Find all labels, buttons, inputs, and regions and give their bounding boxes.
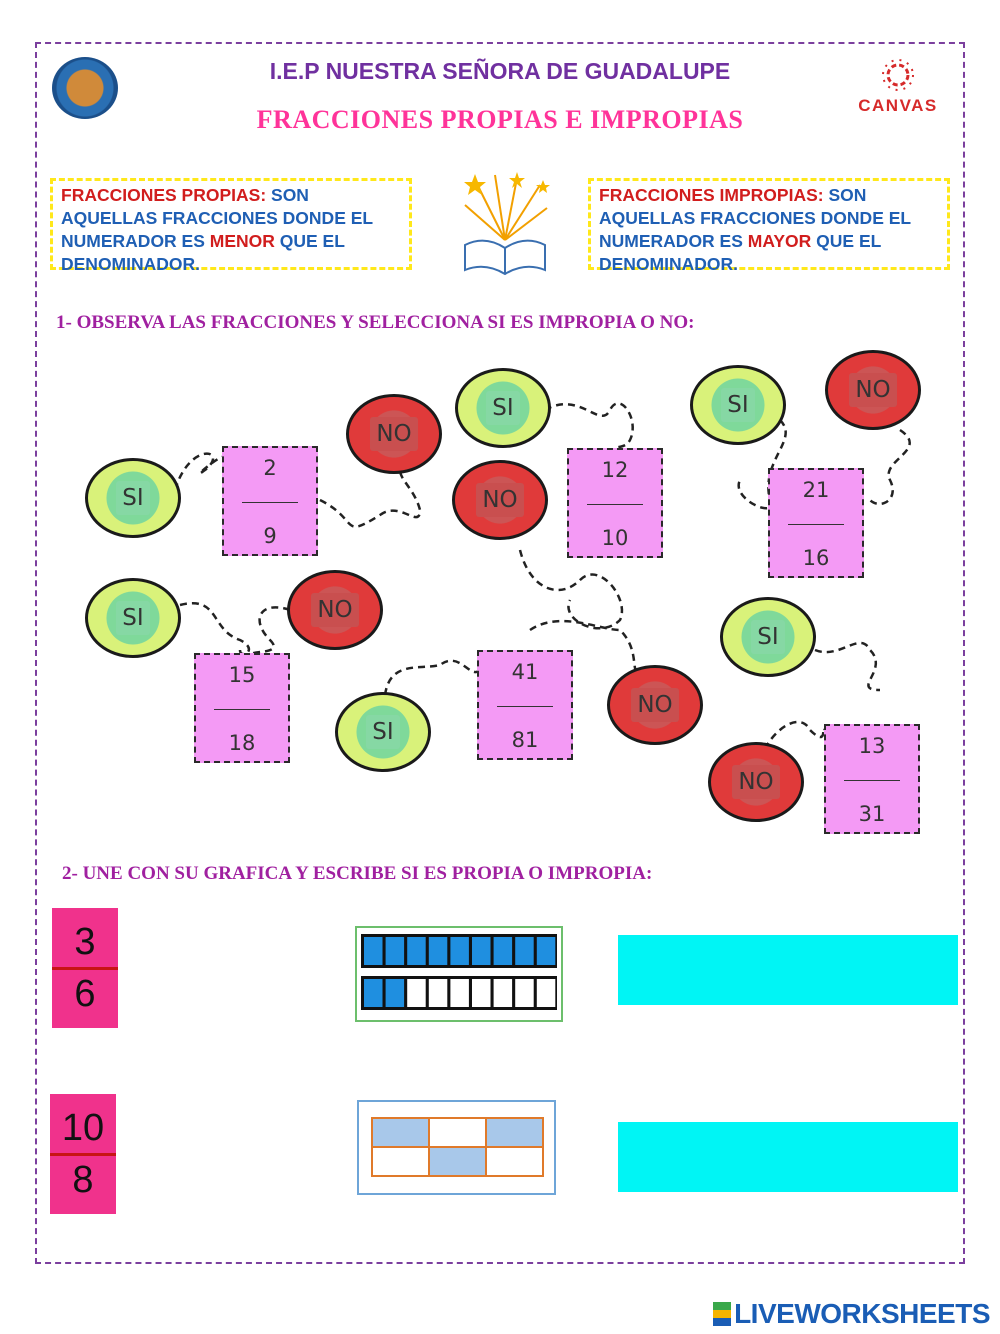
fraction-card [567, 448, 663, 558]
no-label: NO [311, 593, 358, 627]
numerator: 21 [802, 478, 830, 502]
si-option[interactable] [335, 692, 431, 772]
bar-cell [472, 937, 491, 965]
bar-cell [494, 979, 512, 1007]
fraction-bar [788, 524, 844, 525]
si-label: SI [721, 388, 754, 422]
numerator: 3 [74, 920, 96, 963]
numerator: 15 [228, 663, 256, 687]
definition-keyword: MAYOR [747, 231, 812, 251]
definition-text: QUE EL DENOMINADOR. [599, 231, 882, 274]
denominator: 10 [601, 526, 629, 550]
denominator: 81 [511, 728, 539, 752]
fraction-bar [242, 502, 298, 503]
canvas-label: CANVAS [858, 96, 938, 115]
si-label: SI [751, 620, 784, 654]
si-label: SI [116, 481, 149, 515]
no-option[interactable] [708, 742, 804, 822]
definition-proper [50, 178, 412, 274]
definition-text: QUE EL DENOMINADOR. [61, 231, 345, 274]
bar-cell [450, 979, 469, 1007]
fraction-bar [214, 709, 270, 710]
numerator: 2 [263, 456, 277, 480]
no-label: NO [631, 688, 678, 722]
definition-term: FRACCIONES IMPROPIAS: [599, 185, 824, 205]
exercise2-title: 2- UNE CON SU GRAFICA Y ESCRIBE SI ES PROPIA O IMPROPIA: [62, 863, 653, 884]
bar-cell [429, 937, 448, 965]
bar-cell [364, 937, 383, 965]
si-option[interactable] [690, 365, 786, 445]
bar-model-graphic[interactable] [355, 926, 565, 1022]
bar-cell [407, 979, 426, 1007]
bar-cell [515, 937, 534, 965]
answer-field[interactable] [618, 1122, 958, 1192]
brand-logo-icon [713, 1302, 731, 1326]
numerator: 10 [61, 1106, 105, 1149]
denominator: 31 [858, 802, 886, 826]
si-label: SI [366, 715, 399, 749]
numerator: 12 [601, 458, 629, 482]
definition-text: SON AQUELLAS FRACCIONES DONDE EL NUMERADOR ES [599, 185, 911, 251]
fraction-card [824, 724, 920, 834]
brand-name: LIVEWORKSHEETS [734, 1298, 990, 1329]
canvas-logo [852, 58, 944, 116]
bar-cell [364, 979, 383, 1007]
no-label: NO [370, 417, 417, 451]
no-label: NO [732, 765, 779, 799]
bar-cell [472, 979, 491, 1007]
no-option[interactable] [287, 570, 383, 650]
bar-cell [515, 979, 534, 1007]
denominator: 9 [263, 524, 277, 548]
bar-cell [386, 979, 405, 1007]
fraction-card-pink [52, 908, 118, 1028]
bar-cell [429, 979, 448, 1007]
no-option[interactable] [452, 460, 548, 540]
numerator: 13 [858, 734, 886, 758]
canvas-ring-icon [876, 58, 920, 92]
no-option[interactable] [346, 394, 442, 474]
liveworksheets-brand [713, 1298, 990, 1330]
si-option[interactable] [85, 458, 181, 538]
si-label: SI [486, 391, 519, 425]
bar-cell [494, 937, 512, 965]
no-option[interactable] [825, 350, 921, 430]
grid-model-graphic[interactable] [357, 1100, 557, 1196]
fraction-bar [497, 706, 553, 707]
exercise1-title: 1- OBSERVA LAS FRACCIONES Y SELECCIONA SI ES IMPROPIA O NO: [56, 312, 695, 333]
definition-improper [588, 178, 950, 274]
bar-cell [450, 937, 469, 965]
bar-cell [537, 937, 556, 965]
si-label: SI [116, 601, 149, 635]
fraction-bar [52, 967, 118, 970]
si-option[interactable] [85, 578, 181, 658]
definition-keyword: MENOR [209, 231, 275, 251]
no-option[interactable] [607, 665, 703, 745]
bar-cell [407, 937, 426, 965]
denominator: 6 [74, 972, 96, 1015]
denominator: 18 [228, 731, 256, 755]
denominator: 8 [72, 1158, 94, 1201]
fraction-card-pink [50, 1094, 116, 1214]
fraction-bar [50, 1153, 116, 1156]
answer-field[interactable] [618, 935, 958, 1005]
no-label: NO [849, 373, 896, 407]
bar-cell [386, 937, 405, 965]
si-option[interactable] [455, 368, 551, 448]
page-title: FRACCIONES PROPIAS E IMPROPIAS [256, 105, 744, 134]
definition-text: SON AQUELLAS FRACCIONES DONDE EL NUMERADOR ES [61, 185, 373, 251]
school-name: I.E.P NUESTRA SEÑORA DE GUADALUPE [269, 58, 731, 84]
fraction-card [477, 650, 573, 760]
book-icon [455, 170, 555, 280]
fraction-card [222, 446, 318, 556]
denominator: 16 [802, 546, 830, 570]
numerator: 41 [511, 660, 539, 684]
fraction-bar [587, 504, 643, 505]
fraction-card [194, 653, 290, 763]
si-option[interactable] [720, 597, 816, 677]
no-label: NO [476, 483, 523, 517]
definition-term: FRACCIONES PROPIAS: [61, 185, 267, 205]
fraction-bar [844, 780, 900, 781]
bar-cell [537, 979, 556, 1007]
fraction-card [768, 468, 864, 578]
